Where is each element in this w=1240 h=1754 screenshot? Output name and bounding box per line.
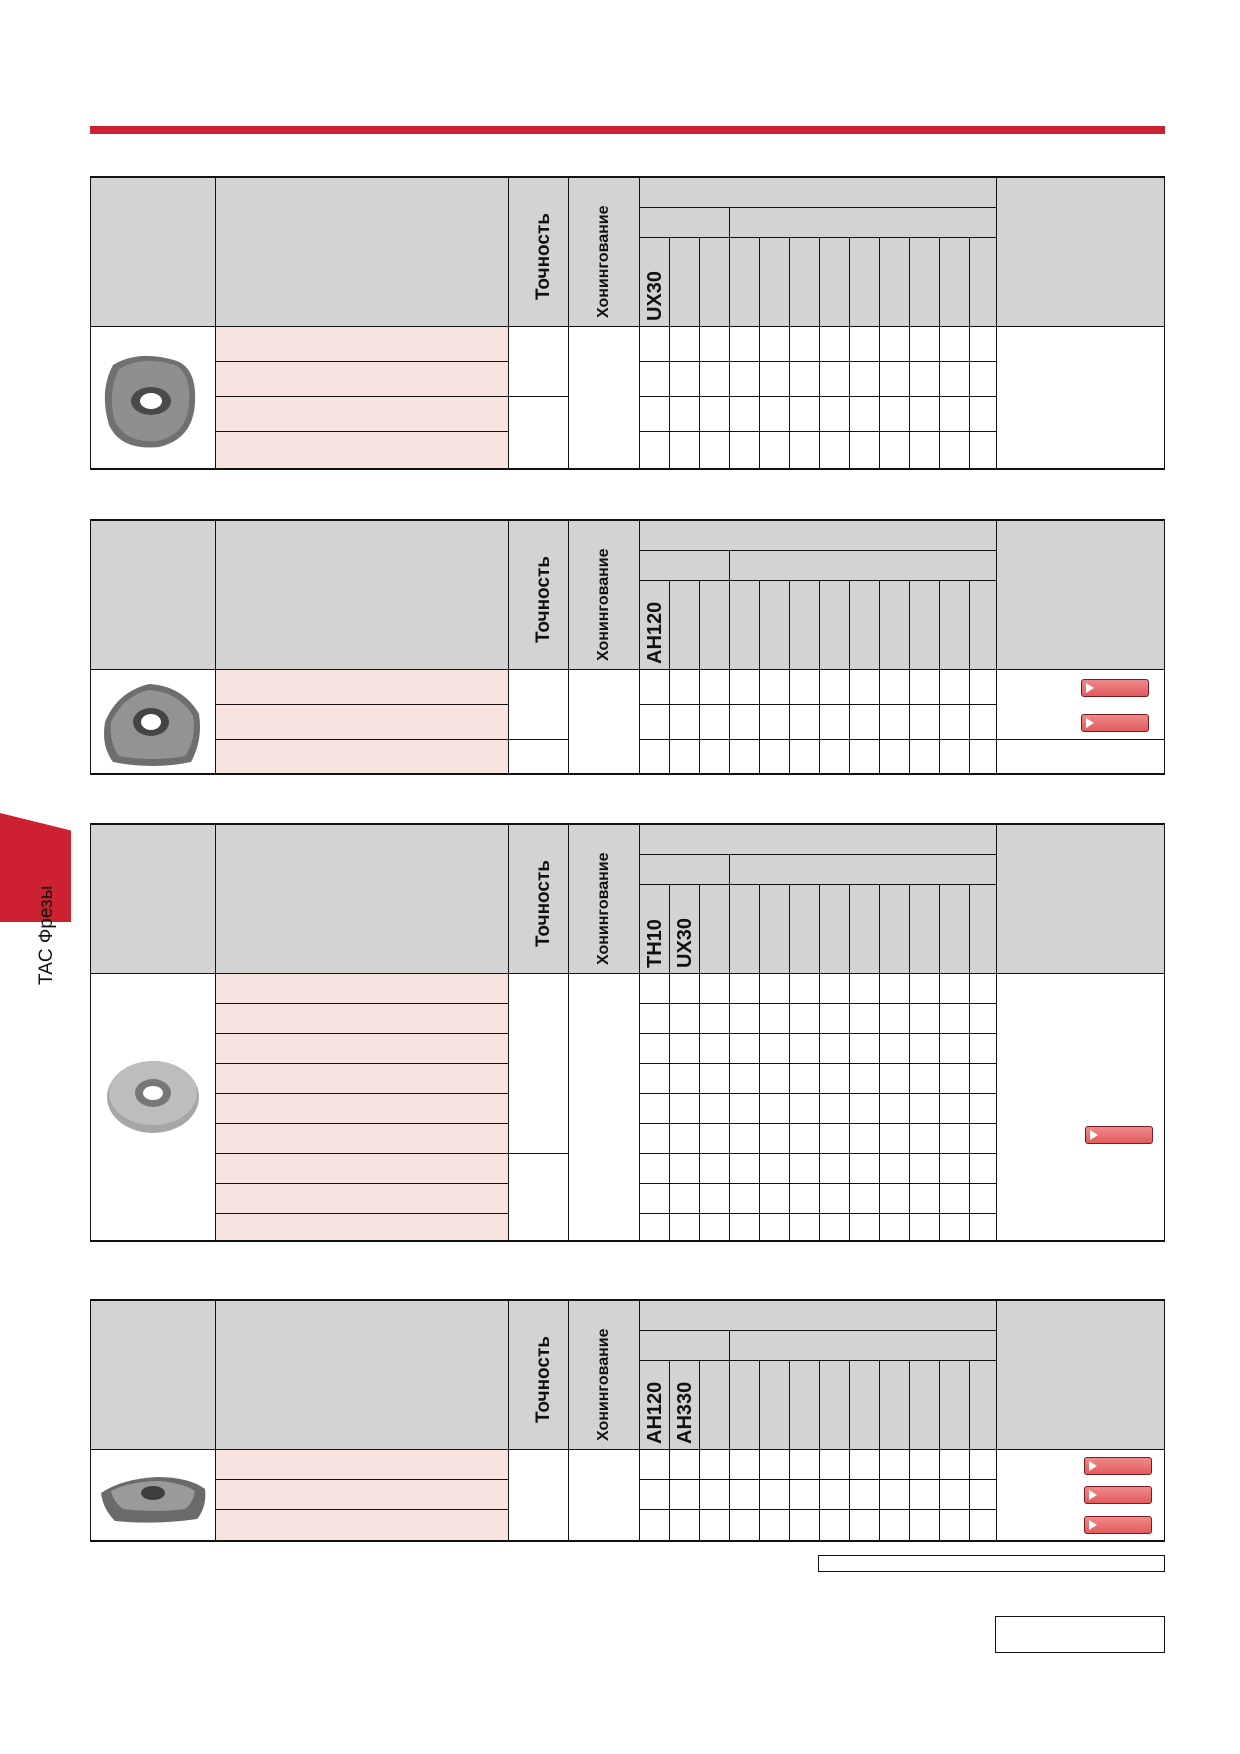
insert-table-4 <box>90 1299 1165 1542</box>
arrow-link-icon <box>1086 718 1094 728</box>
high-feed-insert-icon <box>97 1471 209 1525</box>
footnote-box <box>818 1555 1165 1572</box>
grade-label: UX30 <box>674 917 696 968</box>
top-red-rule <box>90 126 1165 134</box>
honing-header: Хонингование <box>595 1328 612 1441</box>
link-button[interactable] <box>1081 714 1149 732</box>
grade-label: TH10 <box>644 919 666 968</box>
accuracy-header: Точность <box>533 213 554 300</box>
side-section-label: TAC Фрезы <box>36 885 57 985</box>
link-button[interactable] <box>1084 1486 1152 1504</box>
square-insert-icon <box>99 343 203 453</box>
link-button[interactable] <box>1084 1516 1152 1534</box>
accuracy-header: Точность <box>533 556 554 643</box>
accuracy-header: Точность <box>533 1336 554 1423</box>
wavy-insert-icon <box>99 676 205 770</box>
insert-table-2 <box>90 519 1165 775</box>
link-button[interactable] <box>1085 1126 1153 1144</box>
honing-header: Хонингование <box>595 205 612 318</box>
insert-table-1 <box>90 176 1165 470</box>
grade-label: AH120 <box>644 1381 666 1444</box>
grade-label: AH120 <box>644 601 666 664</box>
arrow-link-icon <box>1086 683 1094 693</box>
grade-label: UX30 <box>644 270 666 321</box>
honing-header: Хонингование <box>595 852 612 965</box>
link-button[interactable] <box>1084 1457 1152 1475</box>
insert-table-3 <box>90 823 1165 1242</box>
table-header <box>91 825 1164 973</box>
accuracy-header: Точность <box>533 860 554 947</box>
arrow-link-icon <box>1090 1130 1098 1140</box>
arrow-link-icon <box>1089 1490 1097 1500</box>
table-header <box>91 521 1164 669</box>
grade-label: AH330 <box>674 1381 696 1444</box>
page-number-box <box>995 1616 1165 1653</box>
table-header <box>91 1301 1164 1449</box>
table-header <box>91 178 1164 326</box>
honing-header: Хонингование <box>595 548 612 661</box>
round-insert-icon <box>105 1055 201 1135</box>
arrow-link-icon <box>1089 1461 1097 1471</box>
arrow-link-icon <box>1089 1520 1097 1530</box>
link-button[interactable] <box>1081 679 1149 697</box>
